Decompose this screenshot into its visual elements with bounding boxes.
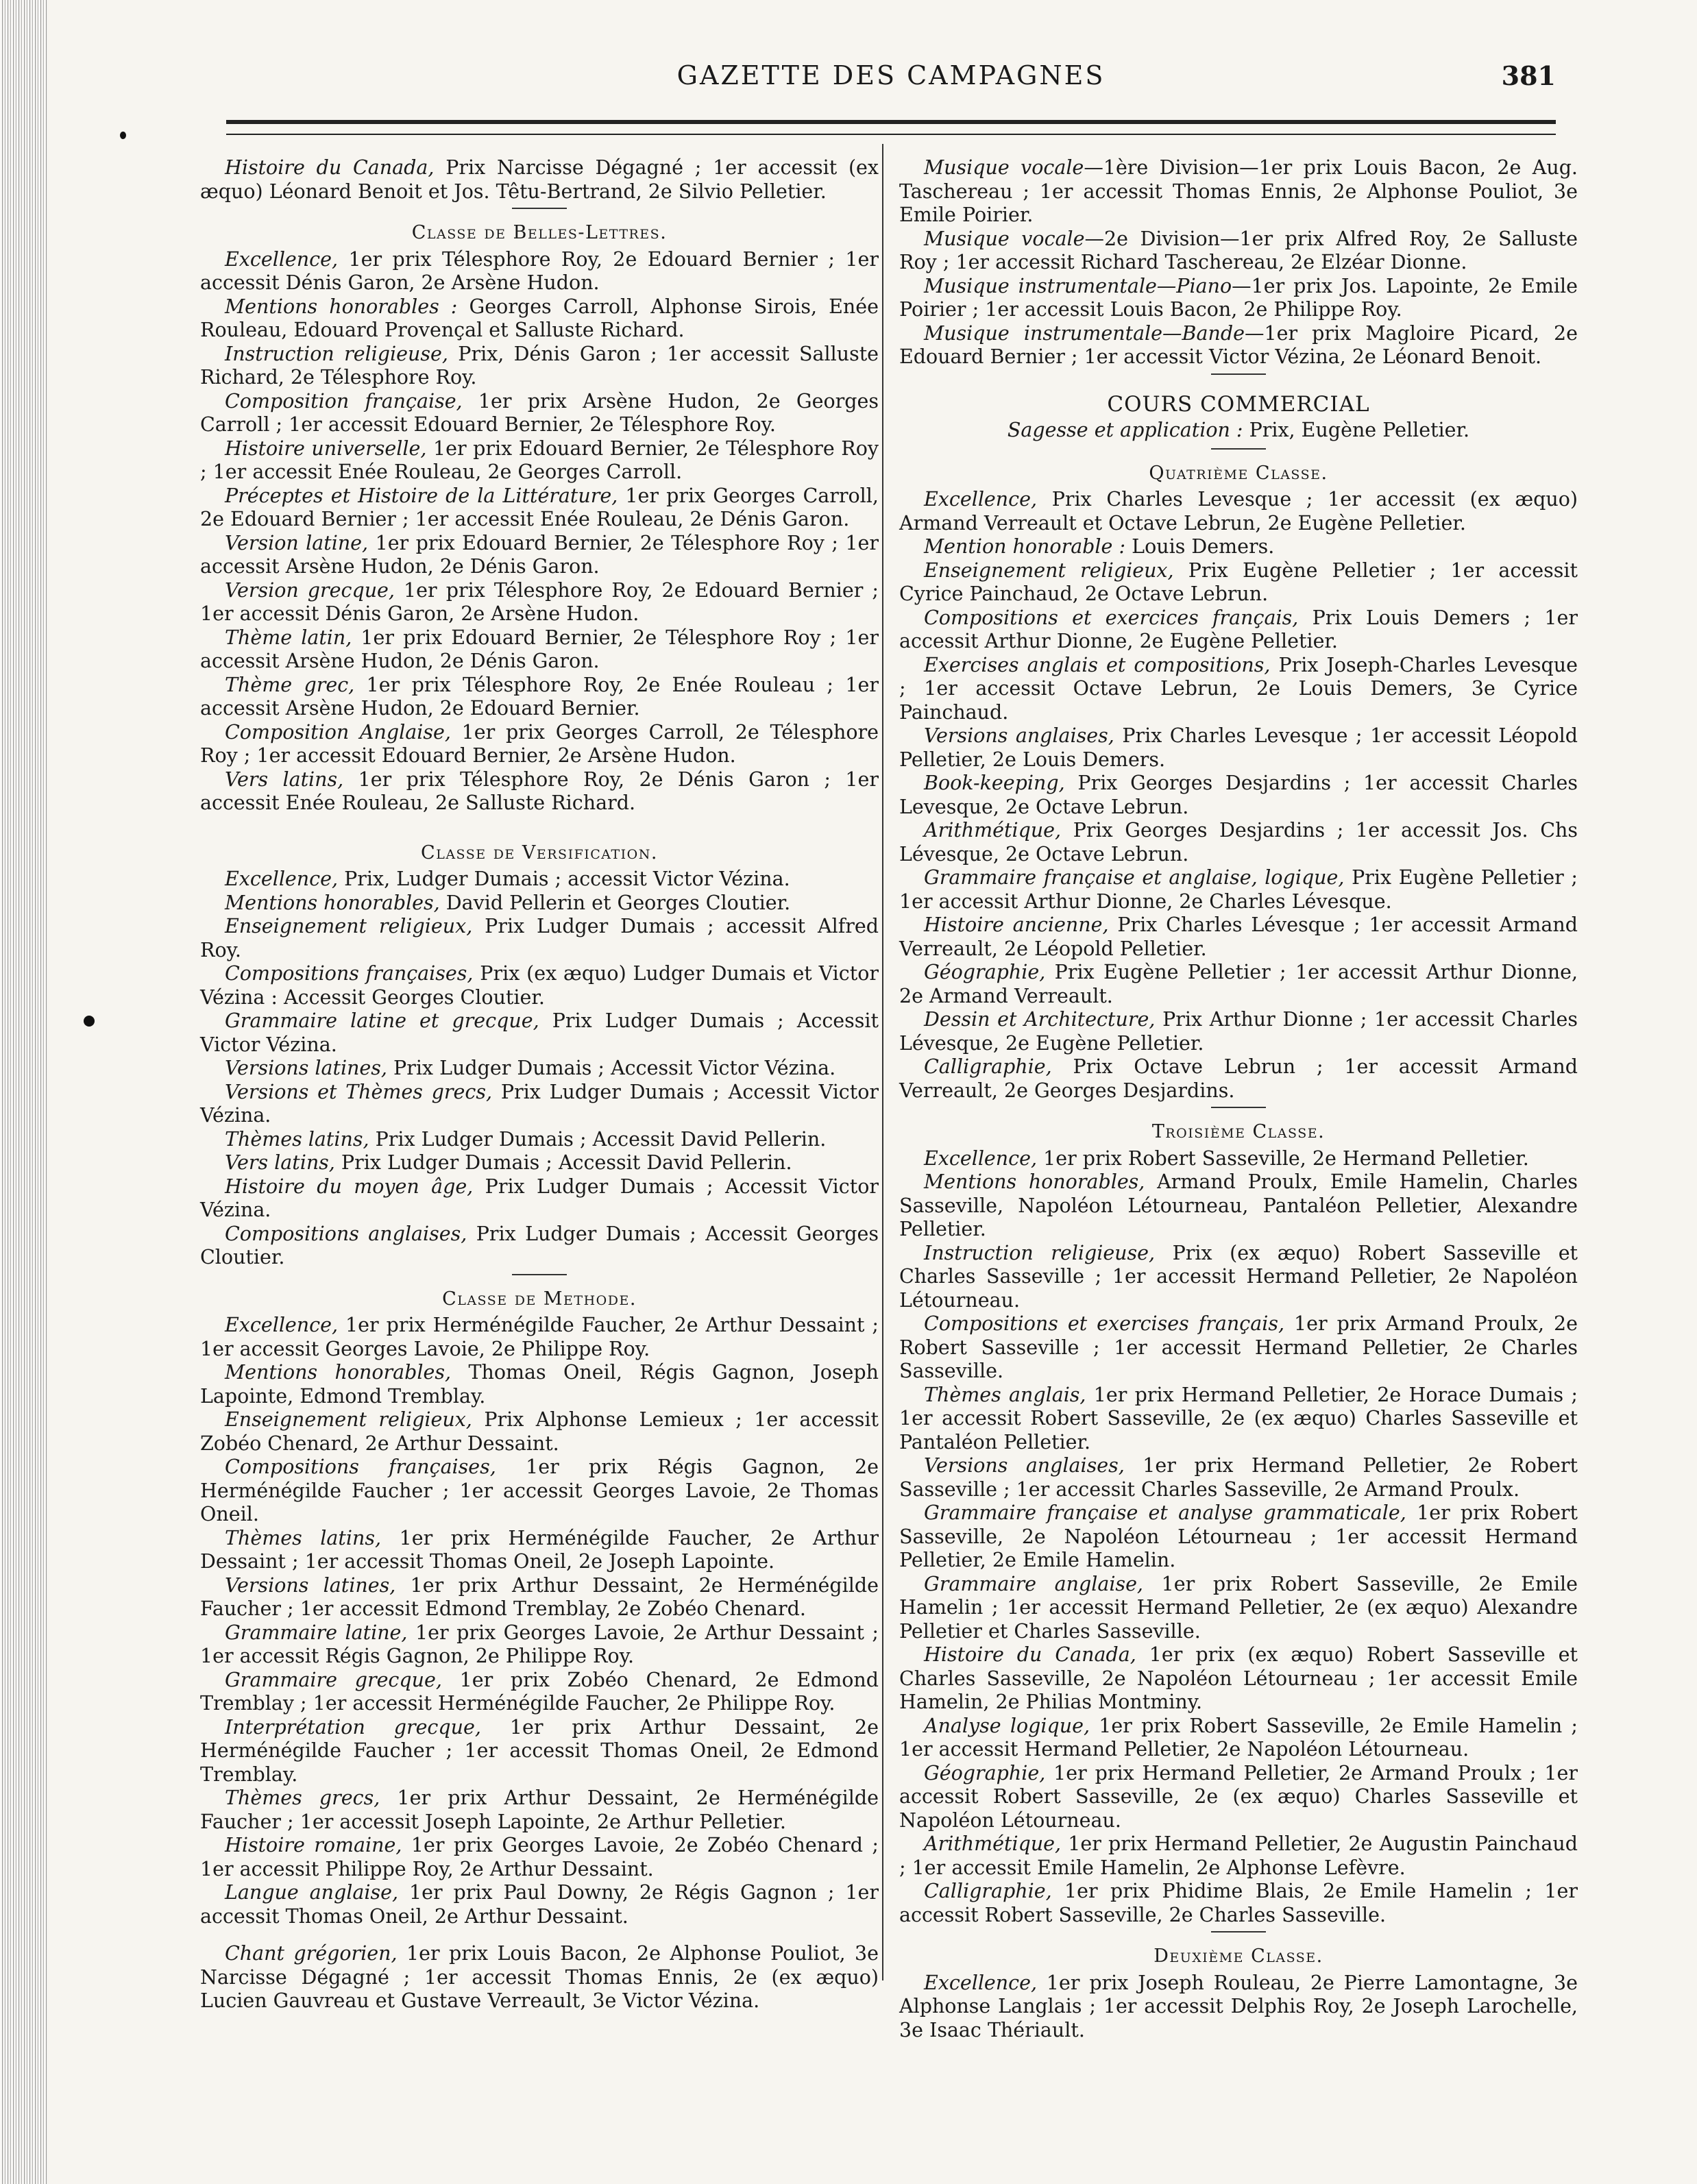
prize-entry: Histoire romaine, 1er prix Georges Lavoie, 2e Zobéo Chenard ; 1er accessit Philippe Roy, 2e Arthur Dessaint. [200,1834,879,1880]
prize-entry: Book-keeping, Prix Georges Desjardins ; 1er accessit Charles Levesque, 2e Octave Lebrun. [899,772,1578,818]
section-rule [1211,448,1266,450]
prize-entry: Arithmétique, Prix Georges Desjardins ; 1er accessit Jos. Chs Lévesque, 2e Octave Lebrun. [899,819,1578,866]
prize-entry: Versions latines, Prix Ludger Dumais ; Accessit Victor Vézina. [225,1057,836,1079]
prize-entry: Calligraphie, 1er prix Phidime Blais, 2e Emile Hamelin ; 1er accessit Robert Sasseville, 2e Charles Sasseville. [899,1880,1578,1926]
prize-entry: Thèmes grecs, 1er prix Arthur Dessaint, 2e Herménégilde Faucher ; 1er accessit Joseph Lapointe, 2e Arthur Pelletier. [200,1787,879,1833]
prize-entry: Thème grec, 1er prix Télesphore Roy, 2e Enée Rouleau ; 1er accessit Arsène Hudon, 2e Edouard Bernier. [200,673,879,720]
prize-entry: Histoire ancienne, Prix Charles Lévesque ; 1er accessit Armand Verreault, 2e Léopold Pelletier. [899,913,1578,960]
prize-entry: Histoire universelle, 1er prix Edouard Bernier, 2e Télesphore Roy ; 1er accessit Enée Rouleau, 2e Georges Carroll. [200,437,879,483]
prize-entry: Compositions françaises, 1er prix Régis Gagnon, 2e Herménégilde Faucher ; 1er accessit Georges Lavoie, 2e Thomas Oneil. [200,1456,879,1525]
prize-entry: Grammaire française et anglaise, logique, Prix Eugène Pelletier ; 1er accessit Arthur Dionne, 2e Charles Lévesque. [899,866,1578,913]
prize-entry: Composition Anglaise, 1er prix Georges Carroll, 2e Télesphore Roy ; 1er accessit Edouard Bernier, 2e Arsène Hudon. [200,720,879,767]
prize-entry: Versions et Thèmes grecs, Prix Ludger Dumais ; Accessit Victor Vézina. [200,1080,879,1127]
section-heading: Classe de Methode. [442,1288,637,1310]
prize-entry: Musique vocale—1ère Division—1er prix Louis Bacon, 2e Aug. Taschereau ; 1er accessit Thomas Ennis, 2e Alphonse Pouliot, 3e Emile Poirier. [899,156,1578,226]
section-rule [512,208,567,209]
prize-entry: Excellence, 1er prix Télesphore Roy, 2e Edouard Bernier ; 1er accessit Dénis Garon, 2e Arsène Hudon. [200,247,879,294]
prize-entry: Excellence, Prix Charles Levesque ; 1er accessit (ex æquo) Armand Verreault et Octave Lebrun, 2e Eugène Pelletier. [899,488,1578,535]
prize-entry: Histoire du moyen âge, Prix Ludger Dumais ; Accessit Victor Vézina. [200,1175,879,1221]
page-title: GAZETTE DES CAMPAGNES [676,60,1106,90]
prize-entry: Enseignement religieux, Prix Ludger Dumais ; accessit Alfred Roy. [200,915,879,961]
prize-entry: Grammaire française et analyse grammaticale, 1er prix Robert Sasseville, 2e Napoléon Létourneau ; 1er accessit Hermand Pelletier, 2e Emile Hamelin. [899,1501,1578,1571]
prize-entry: Grammaire latine, 1er prix Georges Lavoie, 2e Arthur Dessaint ; 1er accessit Régis Gagnon, 2e Philippe Roy. [200,1621,879,1667]
ink-dot [84,1016,95,1027]
right-column [899,156,1578,2042]
prize-entry: Langue anglaise, 1er prix Paul Downy, 2e Régis Gagnon ; 1er accessit Thomas Oneil, 2e Arthur Dessaint. [200,1881,879,1928]
ink-dot [120,132,126,139]
prize-entry: Version grecque, 1er prix Télesphore Roy, 2e Edouard Bernier ; 1er accessit Dénis Garon, 2e Arsène Hudon. [200,578,879,625]
prize-entry: Musique instrumentale—Piano—1er prix Jos. Lapointe, 2e Emile Poirier ; 1er accessit Louis Bacon, 2e Philippe Roy. [899,274,1578,321]
prize-entry: Grammaire anglaise, 1er prix Robert Sasseville, 2e Emile Hamelin ; 1er accessit Hermand Pelletier, 2e (ex æquo) Alexandre Pelletier et Charles Sasseville. [899,1572,1578,1643]
section-heading: COURS COMMERCIAL [1107,391,1370,417]
page-number: 381 [1501,60,1556,91]
prize-entry: Préceptes et Histoire de la Littérature, 1er prix Georges Carroll, 2e Edouard Bernier ; 1er accessit Enée Rouleau, 2e Dénis Garon. [200,484,879,530]
header-rule [226,120,1556,135]
column-divider [882,144,883,1980]
left-column [200,156,879,2013]
prize-entry: Thème latin, 1er prix Edouard Bernier, 2e Télesphore Roy ; 1er accessit Arsène Hudon, 2e Dénis Garon. [200,626,879,672]
prize-entry: Vers latins, 1er prix Télesphore Roy, 2e Dénis Garon ; 1er accessit Enée Rouleau, 2e Salluste Richard. [200,768,879,814]
prize-entry: Versions anglaises, Prix Charles Levesque ; 1er accessit Léopold Pelletier, 2e Louis Demers. [899,724,1578,771]
prize-entry: Histoire du Canada, Prix Narcisse Dégagné ; 1er accessit (ex æquo) Léonard Benoit et Jos. Têtu-Bertrand, 2e Silvio Pelletier. [200,156,879,203]
prize-entry: Versions anglaises, 1er prix Hermand Pelletier, 2e Robert Sasseville ; 1er accessit Charles Sasseville, 2e Armand Proulx. [899,1454,1578,1501]
prize-entry: Grammaire latine et grecque, Prix Ludger Dumais ; Accessit Victor Vézina. [200,1009,879,1056]
section-rule [512,1274,567,1275]
prize-entry: Excellence, Prix, Ludger Dumais ; accessit Victor Vézina. [225,868,790,890]
prize-entry: Musique instrumentale—Bande—1er prix Magloire Picard, 2e Edouard Bernier ; 1er accessit Victor Vézina, 2e Léonard Benoit. [899,321,1578,368]
prize-entry: Thèmes latins, 1er prix Herménégilde Faucher, 2e Arthur Dessaint ; 1er accessit Thomas Oneil, 2e Joseph Lapointe. [200,1526,879,1573]
prize-entry: Excellence, 1er prix Joseph Rouleau, 2e Pierre Lamontagne, 3e Alphonse Langlais ; 1er accessit Delphis Roy, 2e Joseph Larochelle, 3e Isaac Thériault. [899,1971,1578,2041]
prize-entry: Excellence, 1er prix Herménégilde Faucher, 2e Arthur Dessaint ; 1er accessit Georges Lavoie, 2e Philippe Roy. [200,1314,879,1360]
prize-entry: Thèmes latins, Prix Ludger Dumais ; Accessit David Pellerin. [225,1127,827,1151]
prize-entry: Géographie, Prix Eugène Pelletier ; 1er accessit Arthur Dionne, 2e Armand Verreault. [899,961,1578,1007]
prize-entry: Enseignement religieux, Prix Alphonse Lemieux ; 1er accessit Zobéo Chenard, 2e Arthur Dessaint. [200,1408,879,1455]
prize-entry: Chant grégorien, 1er prix Louis Bacon, 2e Alphonse Pouliot, 3e Narcisse Dégagné ; 1er accessit Thomas Ennis, 2e (ex æquo) Lucien Gauvreau et Gustave Verreault, 3e Victor Vézina. [200,1942,879,2012]
section-heading: Quatrième Classe. [1149,462,1328,484]
prize-entry: Excellence, 1er prix Robert Sasseville, 2e Hermand Pelletier. [924,1146,1529,1170]
section-heading: Troisième Classe. [1151,1121,1326,1142]
prize-entry: Composition française, 1er prix Arsène Hudon, 2e Georges Carroll ; 1er accessit Edouard Bernier, 2e Télesphore Roy. [200,389,879,436]
prize-entry: Analyse logique, 1er prix Robert Sasseville, 2e Emile Hamelin ; 1er accessit Hermand Pelletier, 2e Napoléon Létourneau. [899,1714,1578,1760]
spacer [200,815,879,829]
prize-entry: Exercises anglais et compositions, Prix Joseph-Charles Levesque ; 1er accessit Octave Lebrun, 2e Louis Demers, 3e Cyrice Painchaud. [899,653,1578,724]
prize-entry: Vers latins, Prix Ludger Dumais ; Accessit David Pellerin. [225,1151,792,1174]
prize-entry: Version latine, 1er prix Edouard Bernier, 2e Télesphore Roy ; 1er accessit Arsène Hudon, 2e Dénis Garon. [200,531,879,578]
prize-entry: Mentions honorables, Thomas Oneil, Régis Gagnon, Joseph Lapointe, Edmond Tremblay. [200,1361,879,1408]
prize-entry: Géographie, 1er prix Hermand Pelletier, 2e Armand Proulx ; 1er accessit Robert Sasseville, 2e (ex æquo) Charles Sasseville et Napoléon Létourneau. [899,1761,1578,1832]
section-heading: Classe de Versification. [421,842,658,863]
prize-entry: Mentions honorables : Georges Carroll, Alphonse Sirois, Enée Rouleau, Edouard Provençal et Salluste Richard. [200,295,879,341]
prize-entry: Musique vocale—2e Division—1er prix Alfred Roy, 2e Salluste Roy ; 1er accessit Richard Taschereau, 2e Elzéar Dionne. [899,227,1578,273]
prize-entry: Mentions honorables, David Pellerin et Georges Cloutier. [225,891,791,914]
prize-entry: Grammaire grecque, 1er prix Zobéo Chenard, 2e Edmond Tremblay ; 1er accessit Herménégilde Faucher, 2e Philippe Roy. [200,1668,879,1715]
section-rule [1211,1107,1266,1108]
prize-entry: Enseignement religieux, Prix Eugène Pelletier ; 1er accessit Cyrice Painchaud, 2e Octave Lebrun. [899,559,1578,605]
prize-entry: Arithmétique, 1er prix Hermand Pelletier, 2e Augustin Painchaud ; 1er accessit Emile Hamelin, 2e Alphonse Lefèvre. [899,1832,1578,1879]
prize-entry: Instruction religieuse, Prix (ex æquo) Robert Sasseville et Charles Sasseville ; 1er accessit Hermand Pelletier, 2e Napoléon Létourneau. [899,1241,1578,1312]
prize-entry: Interprétation grecque, 1er prix Arthur Dessaint, 2e Herménégilde Faucher ; 1er accessit Thomas Oneil, 2e Edmond Tremblay. [200,1715,879,1786]
prize-entry: Compositions et exercises français, 1er prix Armand Proulx, 2e Robert Sasseville ; 1er accessit Hermand Pelletier, 2e Charles Sasseville. [899,1312,1578,1382]
prize-entry: Dessin et Architecture, Prix Arthur Dionne ; 1er accessit Charles Lévesque, 2e Eugène Pelletier. [899,1008,1578,1055]
prize-entry: Mention honorable : Louis Demers. [924,535,1275,558]
prize-entry: Compositions anglaises, Prix Ludger Dumais ; Accessit Georges Cloutier. [200,1222,879,1268]
prize-entry: Compositions françaises, Prix (ex æquo) Ludger Dumais et Victor Vézina : Accessit Georges Cloutier. [200,962,879,1009]
section-heading: Classe de Belles-Lettres. [411,222,668,243]
page-header [226,60,1556,101]
prize-entry: Thèmes anglais, 1er prix Hermand Pelletier, 2e Horace Dumais ; 1er accessit Robert Sasseville, 2e (ex æquo) Charles Sasseville et Pantaléon Pelletier. [899,1383,1578,1453]
prize-entry: Instruction religieuse, Prix, Dénis Garon ; 1er accessit Salluste Richard, 2e Télesphore Roy. [200,342,879,389]
section-rule [1211,373,1266,375]
section-rule [1211,1931,1266,1933]
prize-entry: Histoire du Canada, 1er prix (ex æquo) Robert Sasseville et Charles Sasseville, 2e Napoléon Létourneau ; 1er accessit Emile Hamelin, 2e Philias Montminy. [899,1643,1578,1713]
scan-binding-edge [0,0,48,2184]
prize-entry: Calligraphie, Prix Octave Lebrun ; 1er accessit Armand Verreault, 2e Georges Desjardins. [899,1055,1578,1102]
prize-entry: Versions latines, 1er prix Arthur Dessaint, 2e Herménégilde Faucher ; 1er accessit Edmond Tremblay, 2e Zobéo Chenard. [200,1573,879,1620]
prize-entry: Compositions et exercices français, Prix Louis Demers ; 1er accessit Arthur Dionne, 2e Eugène Pelletier. [899,606,1578,652]
spacer [200,1928,879,1942]
section-subtitle: Sagesse et application : Prix, Eugène Pelletier. [1007,419,1470,441]
prize-entry: Mentions honorables, Armand Proulx, Emile Hamelin, Charles Sasseville, Napoléon Létourneau, Pantaléon Pelletier, Alexandre Pelletier. [899,1170,1578,1240]
section-heading: Deuxième Classe. [1153,1946,1323,1967]
